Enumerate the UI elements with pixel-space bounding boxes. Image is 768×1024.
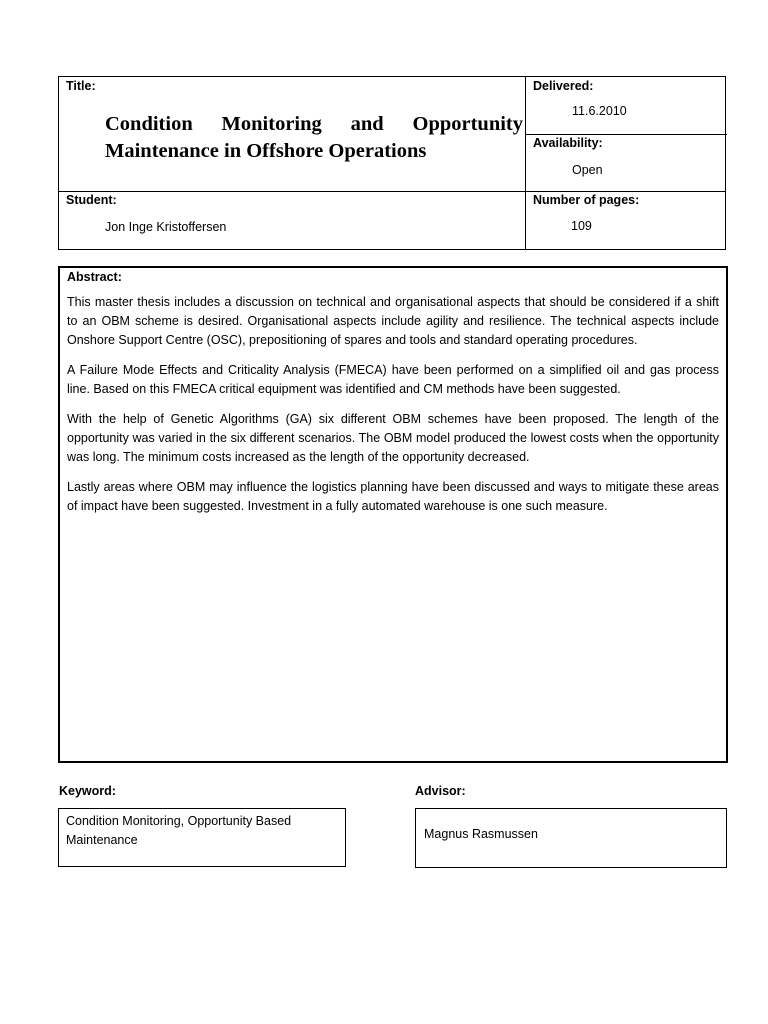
abstract-paragraph: This master thesis includes a discussion on technical and organisational aspects that should be considered if a shift to an OBM scheme is desired. Organisational aspects include agility and resilience. The technical aspects include Onshore Support Centre (OSC), prepositioning of spares and tools and standard operating procedures. bbox=[67, 295, 719, 347]
advisor-box bbox=[415, 808, 727, 868]
thesis-title: Condition Monitoring and Opportunity Maintenance in Offshore Operations bbox=[105, 113, 523, 162]
abstract-paragraph: With the help of Genetic Algorithms (GA) six different OBM schemes have been proposed. The length of the opportunity was varied in the six different scenarios. The OBM model produced the lowest costs when the opportunity was long. The minimum costs increased as the length of the opportunity decreased. bbox=[67, 412, 719, 464]
advisor-name: Magnus Rasmussen bbox=[424, 827, 538, 841]
pages-label: Number of pages: bbox=[533, 193, 640, 207]
title-label: Title: bbox=[66, 79, 96, 93]
keyword-label: Keyword: bbox=[59, 784, 116, 798]
keyword-box bbox=[58, 808, 346, 867]
delivered-date: 11.6.2010 bbox=[572, 104, 627, 118]
abstract-paragraph: A Failure Mode Effects and Criticality Analysis (FMECA) have been performed on a simplified oil and gas process line. Based on this FMECA critical equipment was identified and CM methods have been suggested. bbox=[67, 363, 719, 396]
thesis-info-table bbox=[58, 76, 726, 250]
student-name: Jon Inge Kristoffersen bbox=[105, 220, 227, 234]
keyword-value: Condition Monitoring, Opportunity Based Maintenance bbox=[66, 814, 292, 847]
table-divider-right bbox=[525, 134, 727, 135]
delivered-label: Delivered: bbox=[533, 79, 594, 93]
table-divider-horizontal bbox=[59, 191, 725, 192]
advisor-label: Advisor: bbox=[415, 784, 466, 798]
abstract-label: Abstract: bbox=[67, 270, 122, 284]
availability-value: Open bbox=[572, 163, 603, 177]
abstract-box bbox=[58, 266, 728, 763]
availability-label: Availability: bbox=[533, 136, 603, 150]
pages-count: 109 bbox=[571, 219, 592, 233]
abstract-paragraph: Lastly areas where OBM may influence the logistics planning have been discussed and ways to mitigate these areas of impact have been suggested. Investment in a fully automated warehouse is one such measure. bbox=[67, 480, 719, 513]
abstract-body bbox=[67, 293, 719, 527]
table-divider-vertical bbox=[525, 77, 526, 249]
student-label: Student: bbox=[66, 193, 117, 207]
